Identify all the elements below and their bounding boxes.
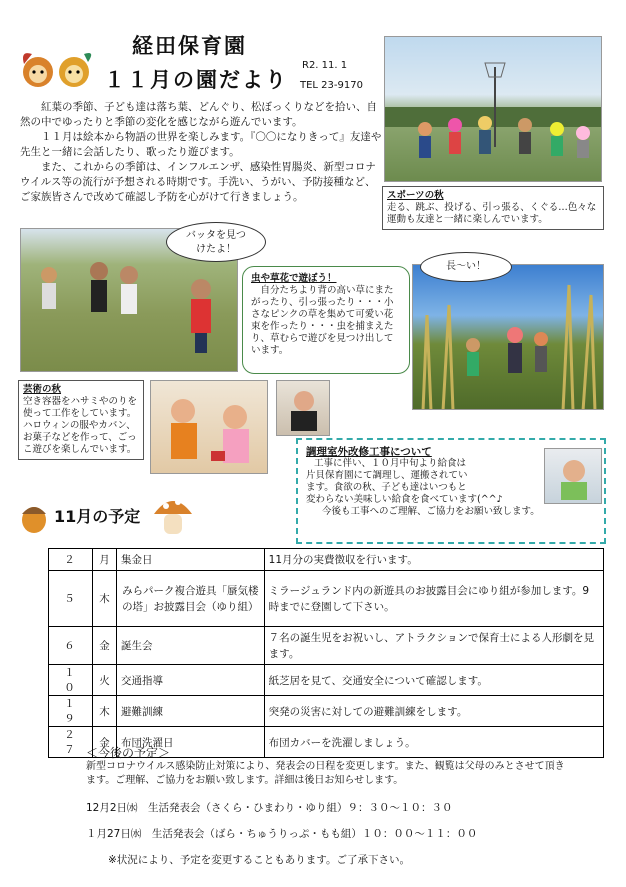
- future-note: 新型コロナウイルス感染防止対策により、発表会の日程を変更します。また、観覧は父母のみとさせて頂きます。ご理解、ご協力をお願い致します。詳細は後日お知らせします。: [86, 761, 565, 786]
- schedule-weekday: 火: [92, 665, 116, 696]
- tall-grass-photo: [412, 264, 604, 410]
- schedule-day: ２７: [49, 727, 93, 758]
- kitchen-line: ます。食欲の秋、子ども達はいつもと: [306, 482, 467, 493]
- schedule-event: 避難訓練: [116, 696, 264, 727]
- art-caption: [18, 380, 144, 460]
- insects-title: 虫や草花で遊ぼう！: [251, 273, 337, 284]
- telephone: TEL 23-9170: [300, 80, 363, 91]
- schedule-heading: 11月の予定: [54, 507, 141, 526]
- schedule-day: ６: [49, 627, 93, 665]
- schedule-desc: ミラージュランド内の新遊具のお披露目会にゆり組が参加します。9時までに登園して下さい。: [264, 571, 603, 627]
- schedule-event: みらパーク複合遊具「蜃気楼の塔」お披露目会（ゆり組）: [116, 571, 264, 627]
- sports-text: 走る、跳ぶ、投げる、引っ張る、くぐる…色々な運動も友達と一緒に楽しんでいます。: [387, 202, 597, 225]
- insects-box: [242, 266, 410, 374]
- schedule-event: 交通指導: [116, 665, 264, 696]
- schedule-desc: 11月分の実費徴収を行います。: [264, 549, 603, 571]
- acorn-icon: [14, 496, 54, 536]
- intro-line: １１月は絵本から物語の世界を楽しみます。『〇〇になりきって』友達や先生と一緒に会話したり、歌ったり遊びます。: [20, 131, 382, 158]
- crafting-photo: [276, 380, 330, 436]
- schedule-day: １９: [49, 696, 93, 727]
- kitchen-title: 調理室外改修工事について: [306, 446, 432, 458]
- sports-title: スポーツの秋: [387, 190, 444, 201]
- intro-line: また、これからの季節は、インフルエンザ、感染性胃腸炎、新型コロナウイルス等の流行が予想される時期です。手洗い、うがい、予防接種など、ご家族皆さんで改めて確認し予防を心がけて行きましょう。: [20, 161, 376, 203]
- issue-date: R2. 11. 1: [302, 60, 348, 71]
- speech-bubble-nagai: [420, 252, 512, 282]
- squirrel-logo: [18, 46, 98, 92]
- future-footnote: ※状況により、予定を変更することもあります。ご了承下さい。: [108, 854, 410, 866]
- future-event-2: １月27日㈬ 生活発表会（ばら・ちゅうりっぷ・もも組）１０：００～１１：００: [86, 828, 478, 840]
- table-row: [49, 665, 604, 696]
- speech-bubble-text: 長〜い！: [446, 261, 486, 272]
- table-row: [49, 571, 604, 627]
- schedule-day: １０: [49, 665, 93, 696]
- insects-text: 自分たちより背の高い草にまたがったり、引っ張ったり・・・小さなピンクの草を集めて可愛い花束を作ったり・・・虫を捕まえたり、草むらで遊びを見つけ出しています。: [251, 285, 394, 356]
- halloween-photo: [150, 380, 268, 474]
- sports-caption: [382, 186, 604, 230]
- schedule-weekday: 木: [92, 696, 116, 727]
- newsletter-title: １１月の園だより: [104, 68, 288, 92]
- speech-bubble-batta: [166, 222, 266, 262]
- schedule-desc: ７名の誕生児をお祝いし、アトラクションで保育士による人形劇を見ます。: [264, 627, 603, 665]
- schedule-weekday: 木: [92, 571, 116, 627]
- table-row: [49, 549, 604, 571]
- table-row: [49, 627, 604, 665]
- future-heading: ＜今後の予定＞: [86, 746, 171, 760]
- future-event-1: 12月2日㈬ 生活発表会（さくら・ひまわり・ゆり組）９：３０～１０：３０: [86, 802, 453, 814]
- schedule-day: ５: [49, 571, 93, 627]
- schedule-weekday: 金: [92, 627, 116, 665]
- kitchen-line: 片貝保育園にて調理し、運搬されてい: [306, 470, 468, 481]
- schedule-table: [48, 548, 604, 758]
- intro-text: [20, 100, 382, 205]
- schedule-event: 誕生会: [116, 627, 264, 665]
- schedule-event: 集金日: [116, 549, 264, 571]
- sports-photo: [384, 36, 602, 182]
- schedule-desc: 布団カバーを洗濯しましょう。: [264, 727, 603, 758]
- art-title: 芸術の秋: [23, 384, 62, 395]
- art-text: 空き容器をハサミやのりを使って工作をしています。ハロウィンの服やカバン、お菓子などを作って、ごっこ遊びを楽しんでいます。: [23, 396, 138, 455]
- mushroom-icon: [152, 492, 194, 538]
- table-row: [49, 696, 604, 727]
- school-name: 経田保育園: [132, 34, 247, 58]
- schedule-day: ２: [49, 549, 93, 571]
- lunch-photo: [544, 448, 602, 504]
- schedule-weekday: 月: [92, 549, 116, 571]
- schedule-weekday: 金: [92, 727, 116, 758]
- intro-line: 紅葉の季節、子ども達は落ち葉、どんぐり、松ぼっくりなどを拾い、自然の中でゆったりと季節の変化を感じながら遊んでいます。: [20, 101, 377, 128]
- schedule-desc: 紙芝居を見て、交通安全について確認します。: [264, 665, 603, 696]
- speech-bubble-text: バッタを見つけたよ！: [186, 230, 246, 255]
- kitchen-line: 変わらない美味しい給食を食べています(^^♪: [306, 494, 503, 505]
- schedule-desc: 突発の災害に対しての避難訓練をします。: [264, 696, 603, 727]
- kitchen-line: 工事に伴い、１０月中旬より給食は: [314, 458, 467, 469]
- schedule-event: 布団洗濯日: [116, 727, 264, 758]
- kitchen-line: 今後も工事へのご理解、ご協力をお願い致します。: [322, 506, 540, 517]
- schedule-heading-area: [14, 490, 194, 540]
